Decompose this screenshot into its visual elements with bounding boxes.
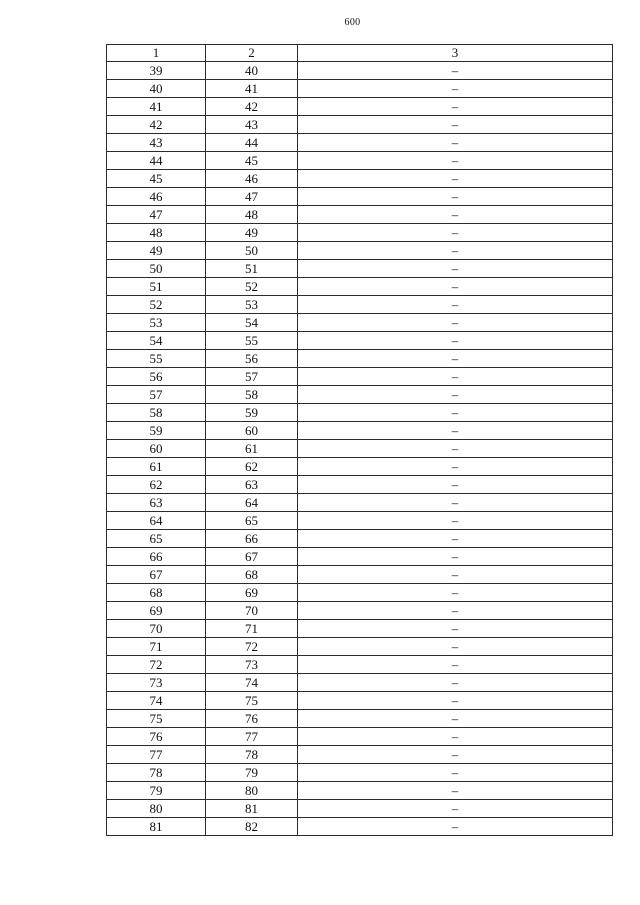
table-cell-col-1: 47 <box>107 206 206 224</box>
table-cell-col-3: – <box>298 116 613 134</box>
table-cell-col-1: 57 <box>107 386 206 404</box>
table-row <box>107 728 613 746</box>
table-cell-col-1: 73 <box>107 674 206 692</box>
table-cell-col-2: 66 <box>206 530 298 548</box>
table-row <box>107 656 613 674</box>
table-cell-col-1: 69 <box>107 602 206 620</box>
table-cell-col-3: – <box>298 800 613 818</box>
table-cell-col-3: – <box>298 314 613 332</box>
table-row <box>107 638 613 656</box>
table-cell-col-2: 72 <box>206 638 298 656</box>
table-cell-col-3: – <box>298 638 613 656</box>
table-cell-col-2: 54 <box>206 314 298 332</box>
table-cell-col-1: 80 <box>107 800 206 818</box>
column-header-3: 3 <box>298 45 613 62</box>
table-cell-col-2: 64 <box>206 494 298 512</box>
table-cell-col-3: – <box>298 458 613 476</box>
table-row <box>107 674 613 692</box>
table-cell-col-3: – <box>298 386 613 404</box>
table-cell-col-2: 78 <box>206 746 298 764</box>
table-row <box>107 386 613 404</box>
table-cell-col-1: 45 <box>107 170 206 188</box>
table-row <box>107 152 613 170</box>
table-row <box>107 368 613 386</box>
table-row <box>107 548 613 566</box>
table-row <box>107 296 613 314</box>
table-cell-col-1: 76 <box>107 728 206 746</box>
table-row <box>107 584 613 602</box>
table-cell-col-1: 49 <box>107 242 206 260</box>
table-cell-col-2: 61 <box>206 440 298 458</box>
table-row <box>107 98 613 116</box>
table-cell-col-3: – <box>298 710 613 728</box>
table-cell-col-3: – <box>298 152 613 170</box>
table-cell-col-1: 63 <box>107 494 206 512</box>
table-cell-col-2: 70 <box>206 602 298 620</box>
table-row <box>107 134 613 152</box>
table-cell-col-2: 76 <box>206 710 298 728</box>
table-cell-col-3: – <box>298 602 613 620</box>
table-cell-col-3: – <box>298 548 613 566</box>
table-row <box>107 80 613 98</box>
table-cell-col-2: 82 <box>206 818 298 836</box>
table-row <box>107 746 613 764</box>
table-cell-col-1: 62 <box>107 476 206 494</box>
table-row <box>107 350 613 368</box>
table-cell-col-1: 39 <box>107 62 206 80</box>
table-cell-col-1: 79 <box>107 782 206 800</box>
table-row <box>107 440 613 458</box>
table-cell-col-2: 56 <box>206 350 298 368</box>
table-row <box>107 530 613 548</box>
table-row <box>107 512 613 530</box>
column-header-2: 2 <box>206 45 298 62</box>
table-cell-col-1: 52 <box>107 296 206 314</box>
table-cell-col-2: 65 <box>206 512 298 530</box>
table-cell-col-3: – <box>298 350 613 368</box>
table-row <box>107 494 613 512</box>
table-cell-col-2: 74 <box>206 674 298 692</box>
table-cell-col-3: – <box>298 332 613 350</box>
table-cell-col-3: – <box>298 674 613 692</box>
table-cell-col-1: 53 <box>107 314 206 332</box>
table-cell-col-3: – <box>298 62 613 80</box>
table-cell-col-3: – <box>298 728 613 746</box>
table-row <box>107 242 613 260</box>
table-cell-col-3: – <box>298 818 613 836</box>
table-cell-col-3: – <box>298 224 613 242</box>
table-cell-col-2: 52 <box>206 278 298 296</box>
table-cell-col-2: 71 <box>206 620 298 638</box>
table-row <box>107 620 613 638</box>
table-cell-col-2: 46 <box>206 170 298 188</box>
table-row <box>107 278 613 296</box>
table-cell-col-1: 78 <box>107 764 206 782</box>
page-number: 600 <box>344 17 361 28</box>
table-cell-col-2: 58 <box>206 386 298 404</box>
table-cell-col-2: 53 <box>206 296 298 314</box>
table-cell-col-3: – <box>298 170 613 188</box>
table-row <box>107 260 613 278</box>
table-cell-col-2: 40 <box>206 62 298 80</box>
table-cell-col-1: 77 <box>107 746 206 764</box>
table-cell-col-1: 64 <box>107 512 206 530</box>
table-row <box>107 692 613 710</box>
table-row <box>107 206 613 224</box>
table-cell-col-2: 57 <box>206 368 298 386</box>
table-cell-col-2: 81 <box>206 800 298 818</box>
table-row <box>107 566 613 584</box>
table-cell-col-3: – <box>298 278 613 296</box>
table-cell-col-1: 81 <box>107 818 206 836</box>
table-cell-col-1: 60 <box>107 440 206 458</box>
table-cell-col-1: 58 <box>107 404 206 422</box>
table-cell-col-3: – <box>298 584 613 602</box>
table-cell-col-3: – <box>298 368 613 386</box>
table-row <box>107 62 613 80</box>
table-cell-col-1: 71 <box>107 638 206 656</box>
table-cell-col-1: 68 <box>107 584 206 602</box>
table-body <box>107 62 613 836</box>
table-cell-col-1: 46 <box>107 188 206 206</box>
table-cell-col-1: 48 <box>107 224 206 242</box>
table-cell-col-1: 66 <box>107 548 206 566</box>
table-row <box>107 800 613 818</box>
table-row <box>107 782 613 800</box>
table-cell-col-3: – <box>298 260 613 278</box>
table-cell-col-2: 63 <box>206 476 298 494</box>
table-cell-col-3: – <box>298 530 613 548</box>
table-cell-col-3: – <box>298 80 613 98</box>
table-cell-col-2: 75 <box>206 692 298 710</box>
table-cell-col-2: 48 <box>206 206 298 224</box>
table-cell-col-1: 42 <box>107 116 206 134</box>
table-cell-col-2: 67 <box>206 548 298 566</box>
table-cell-col-1: 70 <box>107 620 206 638</box>
table-row <box>107 170 613 188</box>
table-cell-col-1: 50 <box>107 260 206 278</box>
table-cell-col-3: – <box>298 692 613 710</box>
table-row <box>107 404 613 422</box>
table-cell-col-1: 72 <box>107 656 206 674</box>
table-cell-col-1: 51 <box>107 278 206 296</box>
table-cell-col-1: 56 <box>107 368 206 386</box>
table-row <box>107 224 613 242</box>
table-cell-col-1: 74 <box>107 692 206 710</box>
table-cell-col-3: – <box>298 512 613 530</box>
table-cell-col-1: 43 <box>107 134 206 152</box>
table-cell-col-2: 49 <box>206 224 298 242</box>
table-row <box>107 602 613 620</box>
table-cell-col-3: – <box>298 134 613 152</box>
table-row <box>107 422 613 440</box>
table-cell-col-3: – <box>298 566 613 584</box>
table-cell-col-3: – <box>298 188 613 206</box>
table-cell-col-2: 50 <box>206 242 298 260</box>
table-cell-col-3: – <box>298 422 613 440</box>
table-cell-col-3: – <box>298 206 613 224</box>
table-cell-col-1: 44 <box>107 152 206 170</box>
table-row <box>107 188 613 206</box>
table-cell-col-3: – <box>298 98 613 116</box>
table-header <box>107 45 613 62</box>
table-cell-col-2: 44 <box>206 134 298 152</box>
table-cell-col-1: 40 <box>107 80 206 98</box>
table-row <box>107 710 613 728</box>
table-row <box>107 458 613 476</box>
column-header-1: 1 <box>107 45 206 62</box>
table-row <box>107 476 613 494</box>
table-cell-col-3: – <box>298 656 613 674</box>
table-row <box>107 764 613 782</box>
table-cell-col-1: 54 <box>107 332 206 350</box>
table-cell-col-3: – <box>298 296 613 314</box>
table-cell-col-2: 51 <box>206 260 298 278</box>
table-cell-col-3: – <box>298 782 613 800</box>
table-row <box>107 116 613 134</box>
table-cell-col-2: 68 <box>206 566 298 584</box>
table-header-row <box>107 45 613 62</box>
table-row <box>107 314 613 332</box>
table-cell-col-2: 59 <box>206 404 298 422</box>
table-cell-col-1: 65 <box>107 530 206 548</box>
table-cell-col-3: – <box>298 404 613 422</box>
table-cell-col-2: 42 <box>206 98 298 116</box>
table-cell-col-2: 41 <box>206 80 298 98</box>
table-cell-col-2: 45 <box>206 152 298 170</box>
table-cell-col-3: – <box>298 440 613 458</box>
data-table <box>106 44 613 836</box>
table-cell-col-3: – <box>298 242 613 260</box>
table-row <box>107 818 613 836</box>
table-cell-col-2: 80 <box>206 782 298 800</box>
table-cell-col-2: 69 <box>206 584 298 602</box>
table-cell-col-2: 43 <box>206 116 298 134</box>
table-cell-col-2: 77 <box>206 728 298 746</box>
table-cell-col-2: 55 <box>206 332 298 350</box>
table-cell-col-3: – <box>298 494 613 512</box>
table-cell-col-2: 79 <box>206 764 298 782</box>
table-cell-col-1: 55 <box>107 350 206 368</box>
table-cell-col-3: – <box>298 746 613 764</box>
table-cell-col-1: 59 <box>107 422 206 440</box>
table-cell-col-2: 60 <box>206 422 298 440</box>
table-cell-col-3: – <box>298 620 613 638</box>
table-cell-col-1: 75 <box>107 710 206 728</box>
table-cell-col-3: – <box>298 476 613 494</box>
table-cell-col-1: 61 <box>107 458 206 476</box>
table-cell-col-2: 47 <box>206 188 298 206</box>
table-cell-col-1: 41 <box>107 98 206 116</box>
table-cell-col-2: 62 <box>206 458 298 476</box>
table-cell-col-2: 73 <box>206 656 298 674</box>
table-cell-col-1: 67 <box>107 566 206 584</box>
data-table-container <box>106 44 612 836</box>
table-row <box>107 332 613 350</box>
table-cell-col-3: – <box>298 764 613 782</box>
